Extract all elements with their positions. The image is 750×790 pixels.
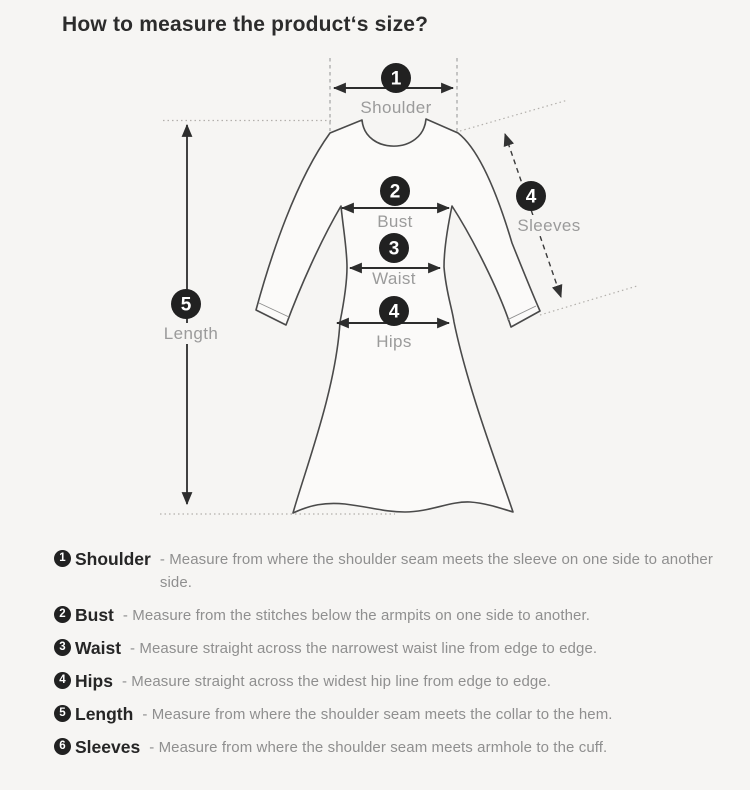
legend-term-shoulder: Shoulder	[75, 549, 151, 569]
sleeves-badge-num: 4	[525, 186, 537, 208]
legend-badge-5: 5	[54, 705, 71, 722]
bust-label: Bust	[377, 212, 413, 231]
legend-badge-6: 6	[54, 738, 71, 755]
length-badge-num: 5	[180, 294, 192, 316]
legend-item-bust	[54, 604, 714, 627]
bust-badge-num: 2	[389, 181, 401, 203]
legend-term-length: Length	[75, 704, 134, 724]
waist-badge-num: 3	[388, 238, 400, 260]
legend-desc-bust: - Measure from the stitches below the armpits on one side to another.	[122, 607, 591, 624]
legend-badge-3: 3	[54, 639, 71, 656]
shoulder-badge-num: 1	[390, 68, 402, 90]
legend-term-bust: Bust	[75, 605, 114, 625]
shoulder-label: Shoulder	[360, 98, 432, 117]
sleeves-label: Sleeves	[517, 216, 581, 235]
legend-desc-hips: - Measure straight across the widest hip line from edge to edge.	[121, 673, 552, 690]
legend-term-sleeves: Sleeves	[75, 737, 141, 757]
page-title: How to measure the product‘s size?	[62, 13, 429, 36]
legend-badge-1: 1	[54, 550, 71, 567]
legend-term-waist: Waist	[75, 638, 122, 658]
sleeve-bottom-guide	[540, 286, 637, 315]
legend-item-hips	[54, 670, 714, 693]
length-label: Length	[163, 324, 219, 343]
legend-item-length	[54, 703, 714, 726]
legend-term-hips: Hips	[75, 671, 113, 691]
measurement-legend	[54, 548, 714, 769]
sleeve-top-guide	[460, 100, 568, 131]
legend-badge-4: 4	[54, 672, 71, 689]
legend-item-sleeves	[54, 736, 714, 759]
legend-item-shoulder	[54, 548, 714, 594]
hips-badge-num: 4	[388, 301, 400, 323]
legend-desc-sleeves: - Measure from where the shoulder seam meets armhole to the cuff.	[149, 739, 608, 756]
legend-desc-waist: - Measure straight across the narrowest waist line from edge to edge.	[130, 640, 598, 657]
legend-desc-shoulder: - Measure from where the shoulder seam meets the sleeve on one side to another side.	[159, 551, 713, 591]
legend-badge-2: 2	[54, 606, 71, 623]
hips-label: Hips	[376, 332, 412, 351]
waist-label: Waist	[372, 269, 416, 288]
legend-desc-length: - Measure from where the shoulder seam meets the collar to the hem.	[142, 706, 613, 723]
legend-item-waist	[54, 637, 714, 660]
